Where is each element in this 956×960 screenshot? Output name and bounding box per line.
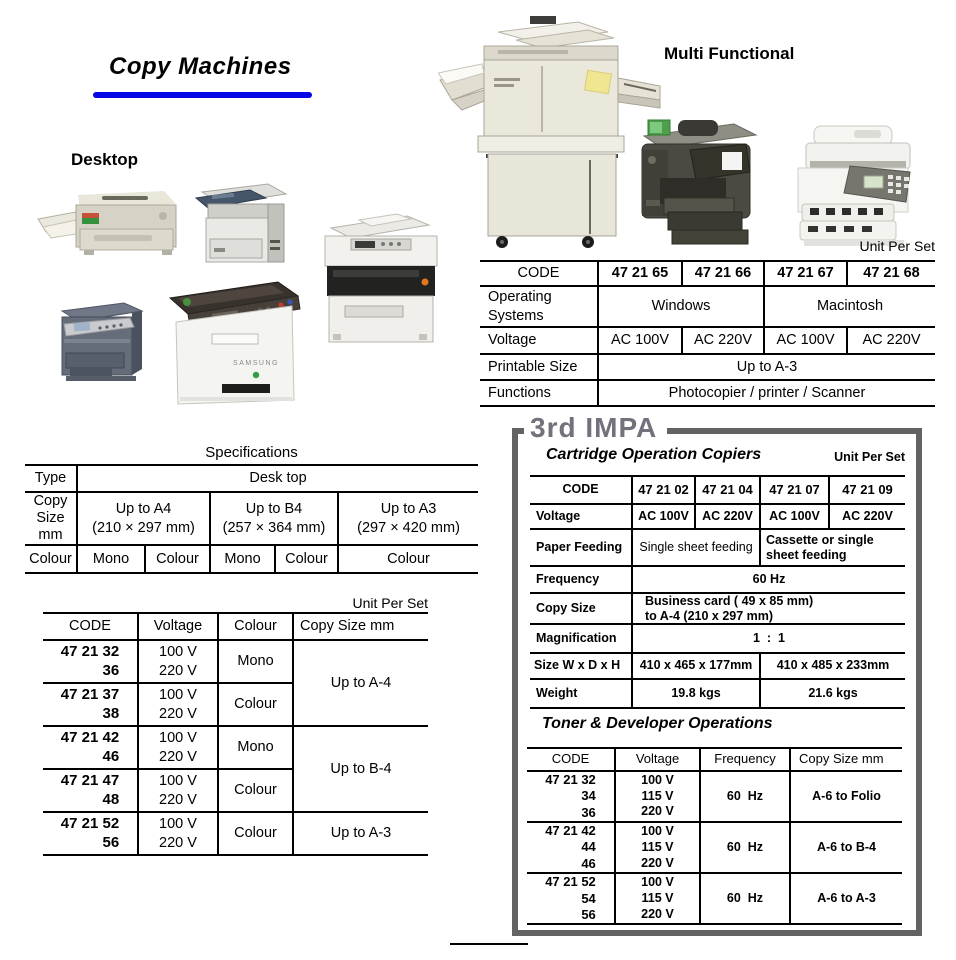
impa-badge: 3rd IMPA	[524, 412, 667, 444]
code-line: 38	[102, 704, 120, 722]
cell-codes	[43, 640, 138, 683]
voltage-line: 100 V	[159, 644, 197, 661]
cell-codes	[43, 812, 138, 855]
specifications-table	[25, 464, 478, 574]
cell-colour-label: Colour	[25, 545, 77, 573]
cell-size-a3	[338, 492, 478, 545]
table-row	[527, 771, 902, 822]
cell-voltages	[615, 822, 700, 873]
cell-size-span: Up to A-3	[293, 812, 428, 855]
cell-colour: Mono	[77, 545, 145, 573]
cell-code: 47 21 65	[598, 261, 682, 286]
code-line: 44	[581, 839, 596, 855]
cell-type-value: Desk top	[77, 465, 478, 492]
cell-voltages	[138, 640, 218, 683]
cell-copy-size: A-6 to Folio	[790, 771, 902, 822]
section-desktop-label: Desktop	[71, 150, 139, 169]
table-row	[25, 465, 478, 492]
cell-code-label: CODE	[480, 261, 598, 286]
table-row	[527, 822, 902, 873]
table-row	[43, 640, 428, 683]
cell-printable-value: Up to A-3	[598, 354, 935, 380]
voltage-line: 115 V	[641, 788, 674, 803]
multi-functional-table	[480, 260, 935, 407]
code-line: 47 21 42	[545, 823, 596, 839]
cell-printable-label: Printable Size	[480, 354, 598, 380]
page-title: Copy Machines	[109, 53, 292, 80]
samsung-logo-text: SAMSUNG	[233, 360, 279, 367]
code-line: 36	[102, 661, 120, 679]
cell-dimensions-1: 410 x 465 x 177mm	[632, 653, 760, 679]
size-line: (257 × 364 mm)	[222, 519, 326, 536]
cell-voltages	[138, 812, 218, 855]
voltage-line: 100 V	[159, 773, 197, 790]
cell-voltage: AC 220V	[829, 504, 905, 529]
voltage-line: 220 V	[159, 834, 197, 851]
cell-colour: Colour	[218, 683, 293, 726]
section-multi-functional-label: Multi Functional	[664, 44, 795, 63]
cell-size-span: Up to A-4	[293, 640, 428, 726]
cell-colour: Colour	[145, 545, 210, 573]
cell-codes	[527, 771, 615, 822]
header-copy-size: Copy Size mm	[790, 748, 902, 771]
unit-per-set-label-multi: Unit Per Set	[859, 238, 935, 254]
cell-code: 47 21 07	[760, 476, 829, 504]
cell-voltages	[138, 769, 218, 812]
code-line: 46	[581, 855, 596, 871]
floor-copier-image	[438, 14, 662, 252]
header-copy-size: Copy Size mm	[293, 613, 428, 640]
table-row	[530, 566, 905, 593]
cell-code: 47 21 04	[695, 476, 760, 504]
voltage-line: 220 V	[159, 705, 197, 722]
table-row	[530, 679, 905, 708]
table-row	[25, 545, 478, 573]
voltage-line: 100 V	[159, 730, 197, 747]
cell-colour: Mono	[218, 640, 293, 683]
voltage-line: 100 V	[159, 687, 197, 704]
cell-weight-1: 19.8 kgs	[632, 679, 760, 708]
table-row	[530, 593, 905, 624]
cell-os-macintosh: Macintosh	[764, 286, 935, 327]
unit-per-set-label-desktop: Unit Per Set	[352, 595, 428, 611]
cell-os-label: Operating Systems	[480, 286, 598, 327]
mfp-white-office-image	[788, 120, 922, 252]
cartridge-title: Cartridge Operation Copiers	[546, 446, 762, 463]
cell-copy-size: A-6 to B-4	[790, 822, 902, 873]
table-row	[25, 492, 478, 545]
size-line: (210 × 297 mm)	[92, 519, 195, 536]
desktop-mfp-dark-compact-image	[50, 297, 154, 393]
cell-colour: Mono	[210, 545, 275, 573]
cell-copy-size-value	[632, 593, 905, 624]
code-line: 47 21 47	[60, 771, 120, 789]
code-line: 56	[581, 906, 596, 922]
copy-size-line: to A-4 (210 x 297 mm)	[645, 608, 774, 623]
specifications-title: Specifications	[205, 444, 298, 461]
code-line: 36	[581, 804, 596, 820]
cell-size-b4	[210, 492, 338, 545]
voltage-line: 220 V	[641, 906, 674, 921]
cell-feeding-single: Single sheet feeding	[632, 529, 760, 566]
cell-copy-size: A-6 to A-3	[790, 873, 902, 924]
cell-copy-size-label: Copy Size mm	[25, 492, 77, 545]
code-line: 47 21 42	[60, 728, 120, 746]
cell-voltages	[138, 683, 218, 726]
header-voltage: Voltage	[615, 748, 700, 771]
cartridge-table	[530, 475, 905, 709]
cell-codes	[527, 873, 615, 924]
cell-weight-2: 21.6 kgs	[760, 679, 905, 708]
table-row	[480, 286, 935, 327]
voltage-line: 100 V	[641, 773, 674, 788]
toner-title: Toner & Developer Operations	[542, 715, 773, 732]
cell-feeding-label: Paper Feeding	[530, 529, 632, 566]
desktop-codes-table	[43, 612, 428, 856]
table-row	[480, 354, 935, 380]
table-row	[43, 613, 428, 640]
cell-voltage: AC 100V	[598, 327, 682, 354]
cell-colour: Colour	[218, 769, 293, 812]
table-row	[480, 261, 935, 286]
header-code: CODE	[527, 748, 615, 771]
cell-codes	[43, 726, 138, 769]
cell-frequency: 60 Hz	[700, 771, 790, 822]
header-code: CODE	[43, 613, 138, 640]
cell-code: 47 21 09	[829, 476, 905, 504]
cell-frequency: 60 Hz	[700, 822, 790, 873]
header-colour: Colour	[218, 613, 293, 640]
code-line: 47 21 32	[60, 642, 120, 660]
cell-voltage: AC 220V	[682, 327, 764, 354]
cell-frequency-value: 60 Hz	[632, 566, 905, 593]
table-row	[530, 504, 905, 529]
code-line: 48	[102, 790, 120, 808]
cell-copy-size-label: Copy Size	[530, 593, 632, 624]
cell-voltages	[615, 771, 700, 822]
header-frequency: Frequency	[700, 748, 790, 771]
code-line: 47 21 52	[60, 814, 120, 832]
cell-frequency-label: Frequency	[530, 566, 632, 593]
header-voltage: Voltage	[138, 613, 218, 640]
voltage-line: 220 V	[641, 804, 674, 819]
desktop-mfp-samsung-image	[160, 276, 304, 410]
cell-code: 47 21 02	[632, 476, 695, 504]
desktop-printer-beige-image	[36, 183, 182, 271]
size-line: Up to A3	[380, 501, 437, 518]
cell-colour: Colour	[275, 545, 338, 573]
cell-codes	[43, 769, 138, 812]
cell-code: 47 21 67	[764, 261, 847, 286]
cell-code-label: CODE	[530, 476, 632, 504]
cell-colour: Mono	[218, 726, 293, 769]
cell-magnification-value: 1 : 1	[632, 624, 905, 653]
table-row	[527, 873, 902, 924]
cell-voltages	[615, 873, 700, 924]
voltage-line: 100 V	[159, 816, 197, 833]
cell-dimensions-2: 410 x 485 x 233mm	[760, 653, 905, 679]
cell-voltage: AC 100V	[760, 504, 829, 529]
table-row	[43, 812, 428, 855]
voltage-line: 220 V	[159, 662, 197, 679]
copy-size-line: Business card ( 49 x 85 mm)	[645, 594, 814, 609]
cell-os-windows: Windows	[598, 286, 764, 327]
voltage-line: 100 V	[641, 824, 674, 839]
toner-table	[527, 747, 902, 925]
cell-codes	[43, 683, 138, 726]
voltage-line: 100 V	[641, 875, 674, 890]
cell-size-a4	[77, 492, 210, 545]
mfp-dark-office-image	[634, 110, 760, 252]
voltage-line: 115 V	[641, 839, 674, 854]
cell-frequency: 60 Hz	[700, 873, 790, 924]
cell-code: 47 21 66	[682, 261, 764, 286]
cell-voltage: AC 100V	[632, 504, 695, 529]
table-row	[530, 476, 905, 504]
cell-code: 47 21 68	[847, 261, 935, 286]
table-row	[43, 726, 428, 769]
cell-type-label: Type	[25, 465, 77, 492]
cell-dimensions-label: Size W x D x H	[530, 653, 632, 679]
table-row	[530, 529, 905, 566]
voltage-line: 220 V	[159, 748, 197, 765]
code-line: 56	[102, 833, 120, 851]
cell-size-span: Up to B-4	[293, 726, 428, 812]
table-row	[530, 653, 905, 679]
bottom-rule	[450, 943, 528, 945]
size-line: Up to A4	[115, 501, 172, 518]
cell-voltage-label: Voltage	[530, 504, 632, 529]
code-line: 47 21 32	[545, 772, 596, 787]
cell-voltage: AC 100V	[764, 327, 847, 354]
cell-functions-value: Photocopier / printer / Scanner	[598, 380, 935, 406]
cell-magnification-label: Magnification	[530, 624, 632, 653]
title-underline	[93, 92, 312, 98]
code-line: 47 21 37	[60, 685, 120, 703]
table-row	[480, 327, 935, 354]
cell-voltages	[138, 726, 218, 769]
code-line: 34	[581, 788, 596, 804]
cell-voltage-label: Voltage	[480, 327, 598, 354]
cell-codes	[527, 822, 615, 873]
voltage-line: 220 V	[159, 791, 197, 808]
cell-feeding-cassette: Cassette or single sheet feeding	[760, 529, 905, 566]
cell-functions-label: Functions	[480, 380, 598, 406]
code-line: 54	[581, 890, 596, 906]
table-row	[527, 748, 902, 771]
table-row	[530, 624, 905, 653]
code-line: 46	[102, 747, 120, 765]
voltage-line: 115 V	[641, 891, 674, 905]
size-line: (297 × 420 mm)	[357, 519, 460, 536]
cell-weight-label: Weight	[530, 679, 632, 708]
cell-voltage: AC 220V	[847, 327, 935, 354]
cell-voltage: AC 220V	[695, 504, 760, 529]
cell-colour: Colour	[218, 812, 293, 855]
code-line: 47 21 52	[545, 874, 596, 890]
unit-per-set-label-cartridge: Unit Per Set	[834, 450, 905, 464]
voltage-line: 220 V	[641, 855, 674, 870]
size-line: Up to B4	[245, 501, 303, 518]
table-row	[480, 380, 935, 406]
cell-colour: Colour	[338, 545, 478, 573]
desktop-mfp-black-band-image	[311, 210, 442, 350]
desktop-copier-white-image	[188, 177, 294, 269]
